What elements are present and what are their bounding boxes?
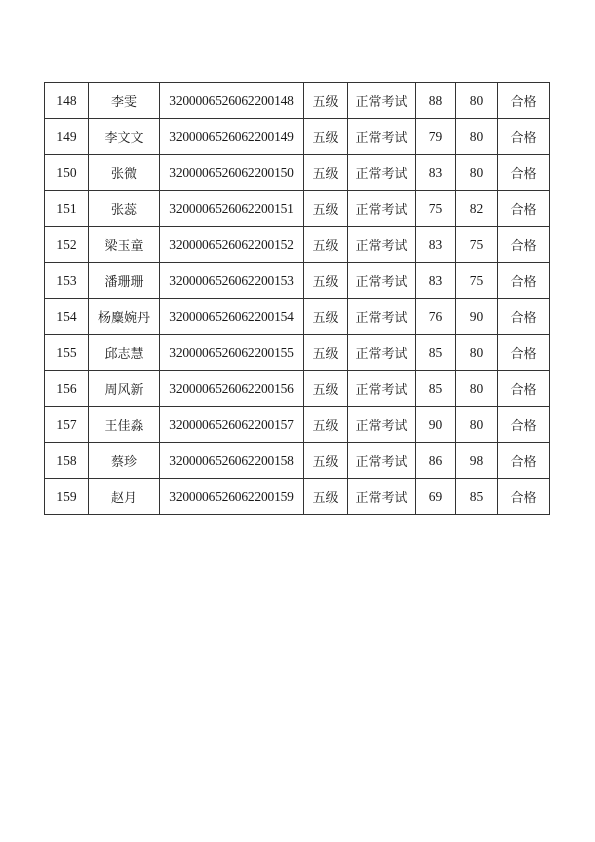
skill-score: 90 [456, 299, 498, 335]
candidate-name: 李文文 [89, 119, 160, 155]
theory-score: 69 [416, 479, 456, 515]
table-row [45, 407, 550, 443]
theory-score: 83 [416, 263, 456, 299]
row-number: 157 [45, 407, 89, 443]
skill-score: 80 [456, 407, 498, 443]
level: 五级 [304, 299, 348, 335]
result: 合格 [498, 227, 550, 263]
theory-score: 85 [416, 335, 456, 371]
level: 五级 [304, 335, 348, 371]
result: 合格 [498, 191, 550, 227]
level: 五级 [304, 119, 348, 155]
table-row [45, 263, 550, 299]
results-table [44, 82, 550, 515]
candidate-name: 李雯 [89, 83, 160, 119]
certificate-number: 3200006526062200158 [160, 443, 304, 479]
certificate-number: 3200006526062200155 [160, 335, 304, 371]
certificate-number: 3200006526062200156 [160, 371, 304, 407]
level: 五级 [304, 263, 348, 299]
result: 合格 [498, 479, 550, 515]
certificate-number: 3200006526062200154 [160, 299, 304, 335]
row-number: 148 [45, 83, 89, 119]
level: 五级 [304, 479, 348, 515]
result: 合格 [498, 263, 550, 299]
row-number: 158 [45, 443, 89, 479]
result: 合格 [498, 371, 550, 407]
level: 五级 [304, 155, 348, 191]
exam-type: 正常考试 [348, 155, 416, 191]
table-row [45, 479, 550, 515]
certificate-number: 3200006526062200153 [160, 263, 304, 299]
row-number: 153 [45, 263, 89, 299]
certificate-number: 3200006526062200157 [160, 407, 304, 443]
exam-type: 正常考试 [348, 335, 416, 371]
skill-score: 80 [456, 335, 498, 371]
candidate-name: 赵月 [89, 479, 160, 515]
theory-score: 76 [416, 299, 456, 335]
table-row [45, 155, 550, 191]
theory-score: 83 [416, 155, 456, 191]
candidate-name: 张微 [89, 155, 160, 191]
level: 五级 [304, 443, 348, 479]
table-body [45, 83, 550, 515]
certificate-number: 3200006526062200150 [160, 155, 304, 191]
skill-score: 75 [456, 227, 498, 263]
table-row [45, 191, 550, 227]
row-number: 159 [45, 479, 89, 515]
row-number: 154 [45, 299, 89, 335]
candidate-name: 蔡珍 [89, 443, 160, 479]
row-number: 151 [45, 191, 89, 227]
certificate-number: 3200006526062200148 [160, 83, 304, 119]
exam-type: 正常考试 [348, 371, 416, 407]
row-number: 149 [45, 119, 89, 155]
exam-type: 正常考试 [348, 83, 416, 119]
theory-score: 88 [416, 83, 456, 119]
table-row [45, 371, 550, 407]
skill-score: 75 [456, 263, 498, 299]
theory-score: 79 [416, 119, 456, 155]
level: 五级 [304, 407, 348, 443]
level: 五级 [304, 191, 348, 227]
certificate-number: 3200006526062200151 [160, 191, 304, 227]
result: 合格 [498, 407, 550, 443]
skill-score: 80 [456, 155, 498, 191]
result: 合格 [498, 83, 550, 119]
skill-score: 85 [456, 479, 498, 515]
skill-score: 80 [456, 371, 498, 407]
row-number: 155 [45, 335, 89, 371]
row-number: 150 [45, 155, 89, 191]
row-number: 152 [45, 227, 89, 263]
result: 合格 [498, 119, 550, 155]
candidate-name: 邱志慧 [89, 335, 160, 371]
certificate-number: 3200006526062200149 [160, 119, 304, 155]
candidate-name: 王佳淼 [89, 407, 160, 443]
skill-score: 98 [456, 443, 498, 479]
skill-score: 82 [456, 191, 498, 227]
theory-score: 86 [416, 443, 456, 479]
candidate-name: 周风新 [89, 371, 160, 407]
exam-type: 正常考试 [348, 479, 416, 515]
exam-type: 正常考试 [348, 191, 416, 227]
exam-type: 正常考试 [348, 263, 416, 299]
level: 五级 [304, 227, 348, 263]
table-row [45, 119, 550, 155]
candidate-name: 杨麋婉丹 [89, 299, 160, 335]
row-number: 156 [45, 371, 89, 407]
table-row [45, 335, 550, 371]
theory-score: 85 [416, 371, 456, 407]
result: 合格 [498, 443, 550, 479]
table-row [45, 227, 550, 263]
certificate-number: 3200006526062200159 [160, 479, 304, 515]
certificate-number: 3200006526062200152 [160, 227, 304, 263]
result: 合格 [498, 155, 550, 191]
exam-type: 正常考试 [348, 227, 416, 263]
exam-type: 正常考试 [348, 299, 416, 335]
exam-type: 正常考试 [348, 443, 416, 479]
level: 五级 [304, 371, 348, 407]
skill-score: 80 [456, 119, 498, 155]
table-row [45, 443, 550, 479]
table-row [45, 83, 550, 119]
candidate-name: 梁玉童 [89, 227, 160, 263]
candidate-name: 潘珊珊 [89, 263, 160, 299]
level: 五级 [304, 83, 348, 119]
exam-type: 正常考试 [348, 119, 416, 155]
exam-type: 正常考试 [348, 407, 416, 443]
result: 合格 [498, 335, 550, 371]
table-row [45, 299, 550, 335]
theory-score: 75 [416, 191, 456, 227]
theory-score: 83 [416, 227, 456, 263]
skill-score: 80 [456, 83, 498, 119]
result: 合格 [498, 299, 550, 335]
candidate-name: 张蕊 [89, 191, 160, 227]
theory-score: 90 [416, 407, 456, 443]
